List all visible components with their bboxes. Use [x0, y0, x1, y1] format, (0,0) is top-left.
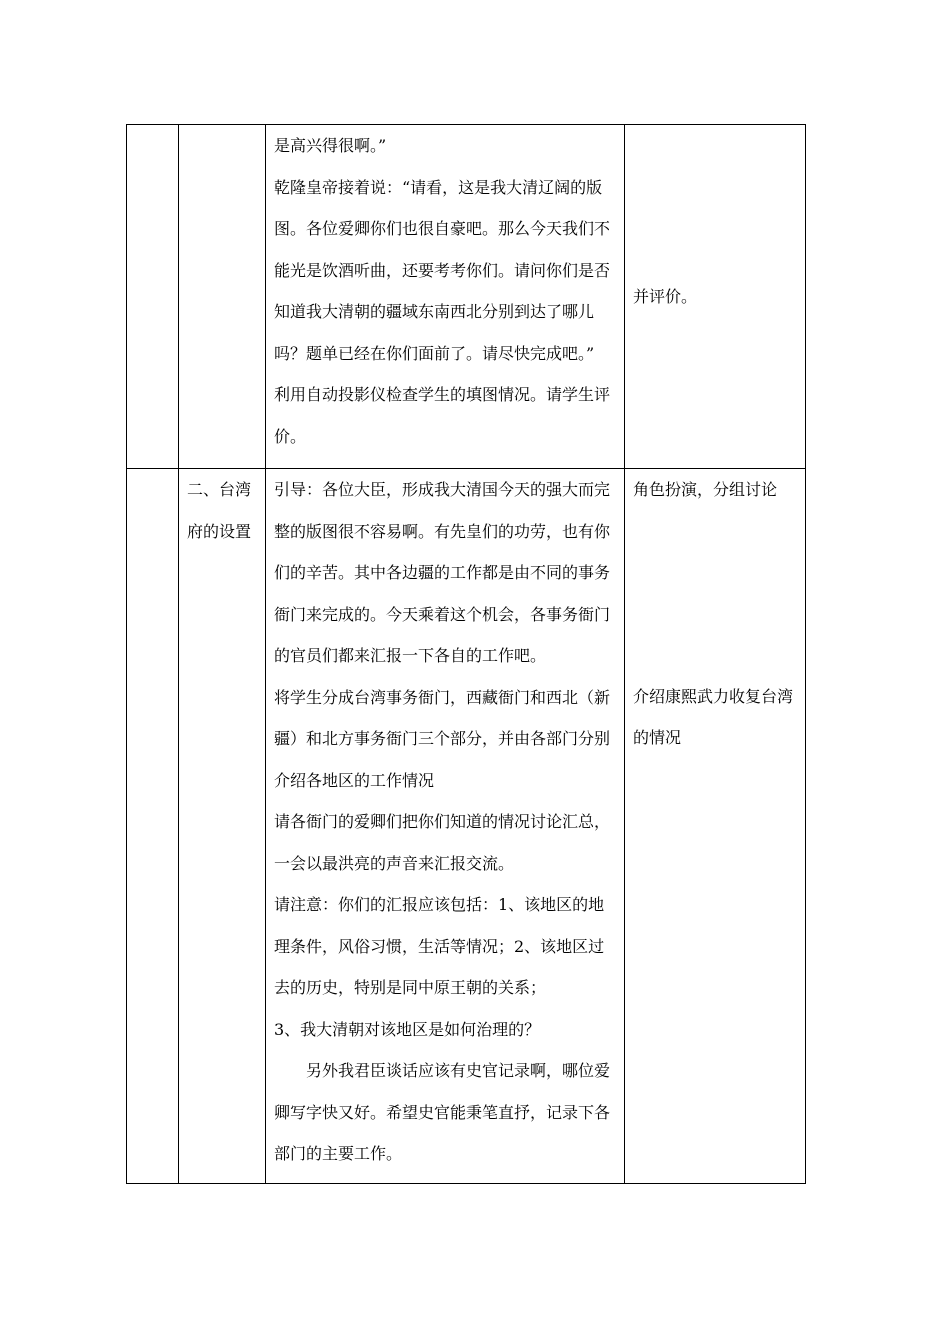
content-paragraph: 请各衙门的爱卿们把你们知道的情况讨论汇总，一会以最洪亮的声音来汇报交流。	[274, 812, 611, 873]
content-paragraph: 3、我大清朝对该地区是如何治理的？	[274, 1019, 541, 1039]
student-activity-cell	[625, 469, 806, 1184]
teaching-content-cell	[266, 469, 625, 1184]
activity-text: 介绍康熙武力收复台湾的情况	[633, 686, 794, 747]
section-title: 二、台湾府的设置	[179, 469, 266, 1184]
teaching-content-cell	[266, 125, 625, 469]
student-activity-cell	[625, 125, 806, 469]
section-cell	[179, 125, 266, 469]
content-paragraph: 请注意：你们的汇报应该包括：1、该地区的地理条件，风俗习惯，生活等情况；2、该地区过去的历史，特别是同中原王朝的关系；	[274, 895, 605, 997]
lesson-plan-table	[126, 124, 806, 1184]
activity-text: 并评价。	[633, 287, 698, 306]
table-row	[127, 125, 806, 469]
content-paragraph: 将学生分成台湾事务衙门，西藏衙门和西北（新疆）和北方事务衙门三个部分，并由各部门分别介绍各地区的工作情况	[274, 687, 611, 790]
content-paragraph: 引导：各位大臣，形成我大清国今天的强大而完整的版图很不容易啊。有先皇们的功劳，也有你们的辛苦。其中各边疆的工作都是由不同的事务衙门来完成的。今天乘着这个机会，各事务衙门的官员们都来汇报一下各自的工作吧。	[274, 480, 611, 665]
blank-cell	[127, 125, 179, 469]
activity-text: 角色扮演，分组讨论	[633, 480, 778, 499]
blank-cell	[127, 469, 179, 1184]
content-paragraph: 是高兴得很啊。”	[274, 136, 387, 155]
content-paragraph: 乾隆皇帝接着说：“请看，这是我大清辽阔的版图。各位爱卿你们也很自豪吧。那么今天我们不能光是饮酒听曲，还要考考你们。请问你们是否知道我大清朝的疆域东南西北分别到达了哪儿吗？题单已经在你们面前了。请尽快完成吧。”	[274, 177, 611, 363]
table-row	[127, 469, 806, 1184]
content-paragraph: 另外我君臣谈话应该有史官记录啊，哪位爱卿写字快又好。希望史官能秉笔直抒，记录下各部门的主要工作。	[274, 1061, 611, 1163]
content-paragraph: 利用自动投影仪检查学生的填图情况。请学生评价。	[274, 385, 611, 446]
